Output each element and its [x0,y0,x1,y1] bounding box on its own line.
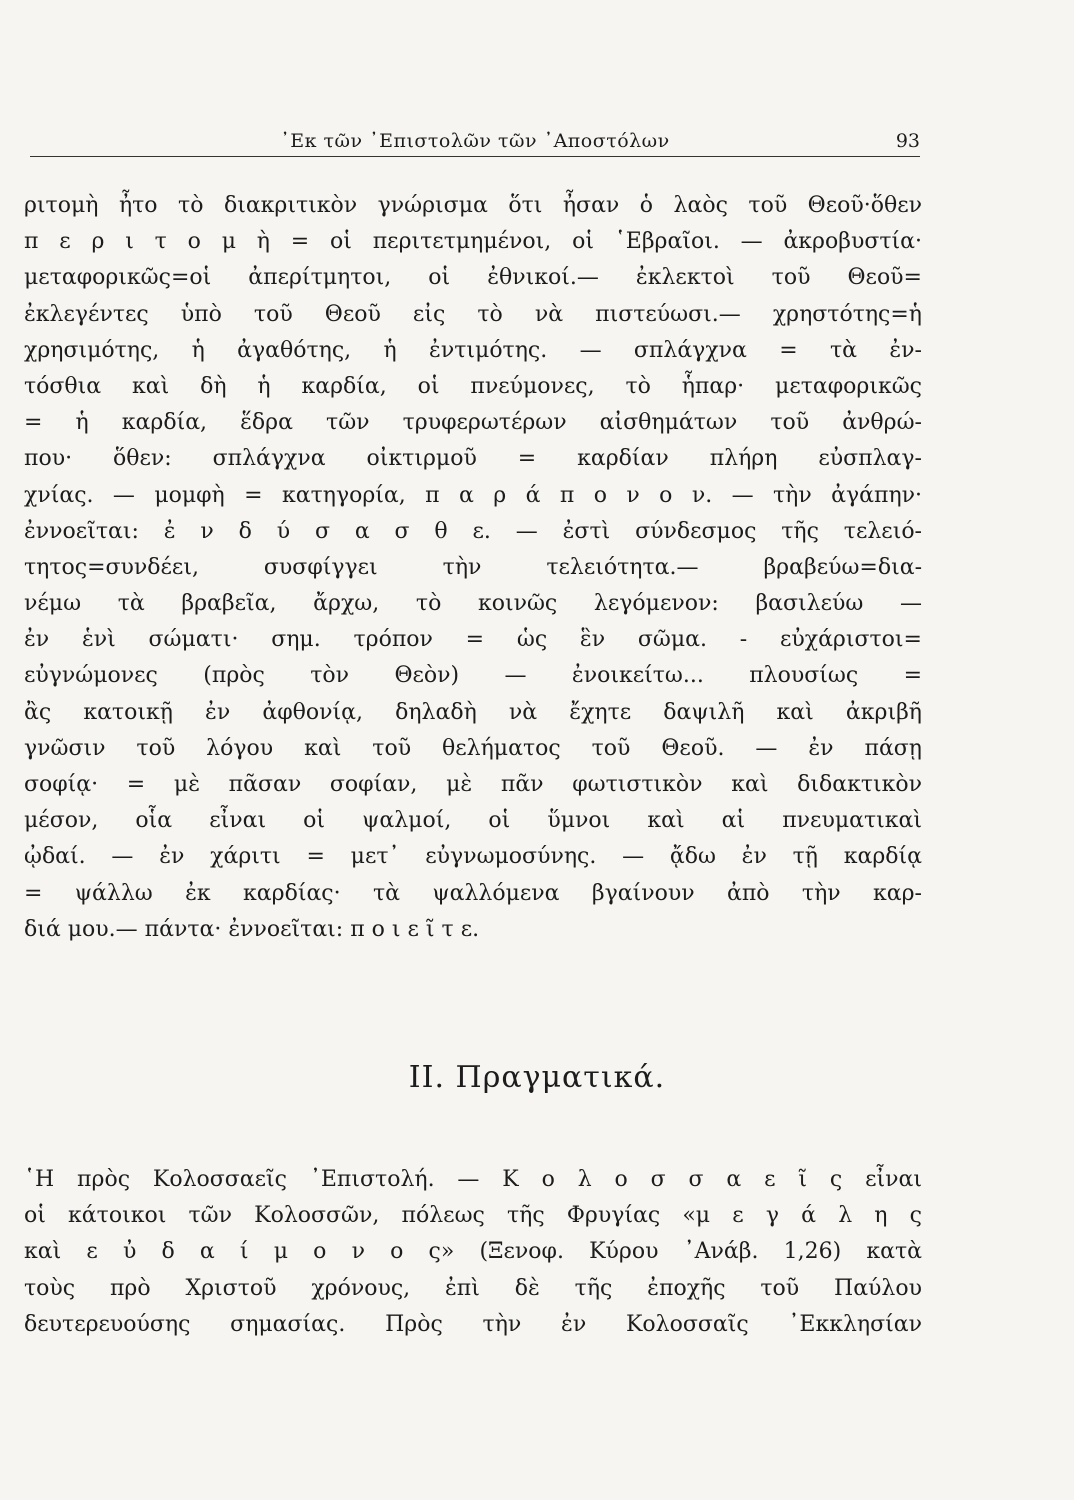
text-line: σοφίᾳ· = μὲ πᾶσαν σοφίαν, μὲ πᾶν φωτιστικὸν καὶ διδακτικὸν [24,772,922,797]
text-line: δευτερευούσης σημασίας. Πρὸς τὴν ἐν Κολοσσαῖς ᾿Εκκλησίαν [24,1311,922,1337]
text-line: τόσθια καὶ δὴ ἡ καρδία, οἱ πνεύμονες, τὸ ἧπαρ· μεταφορικῶς [24,373,922,399]
text-line: ἐκλεγέντες ὑπὸ τοῦ Θεοῦ εἰς τὸ νὰ πιστεύωσι.— χρηστότης=ἡ [24,301,922,327]
text-line: ᾠδαί. — ἐν χάριτι = μετ᾽ εὐγνωμοσύνης. — ᾄδω ἐν τῇ καρδίᾳ [24,844,922,870]
header-title: ᾿Εκ τῶν ᾿Επιστολῶν τῶν ᾿Αποστόλων [280,130,670,152]
text-line: ῾Η πρὸς Κολοσσαεῖς ᾿Επιστολή. — Κ ο λ ο σ σ α ε ῖ ς εἶναι [24,1167,922,1192]
section-heading: II. Πραγματικά. [408,1060,666,1095]
text-line: ριτομὴ ἦτο τὸ διακριτικὸν γνώρισμα ὅτι ἦσαν ὁ λαὸς τοῦ Θεοῦ·ὅθεν [24,193,922,218]
text-line: οἱ κάτοικοι τῶν Κολοσσῶν, πόλεως τῆς Φρυγίας «μ ε γ ά λ η ς [24,1203,922,1229]
section-text [24,1162,922,1343]
text-line: τοὺς πρὸ Χριστοῦ χρόνους, ἐπὶ δὲ τῆς ἐποχῆς τοῦ Παύλου [24,1275,922,1301]
text-line: = ψάλλω ἐκ καρδίας· τὰ ψαλλόμενα βγαίνουν ἀπὸ τὴν καρ- [24,880,922,906]
running-header [30,130,920,157]
text-line: τητος=συνδέει, συσφίγγει τὴν τελειότητα.— βραβεύω=δια- [24,554,922,580]
text-line: εὐγνώμονες (πρὸς τὸν Θεὸν) — ἐνοικείτω... πλουσίως = [24,663,922,689]
text-line: γνῶσιν τοῦ λόγου καὶ τοῦ θελήματος τοῦ Θεοῦ. — ἐν πάσῃ [24,735,922,761]
text-line: που· ὅθεν: σπλάγχνα οἰκτιρμοῦ = καρδίαν πλήρη εὐσπλαγ- [24,446,922,472]
text-line: μέσον, οἷα εἶναι οἱ ψαλμοί, οἱ ὕμνοι καὶ αἱ πνευματικαὶ [24,808,922,834]
text-line: ἐννοεῖται: ἐ ν δ ύ σ α σ θ ε. — ἐστὶ σύνδεσμος τῆς τελειό- [24,518,922,544]
page-number: 93 [895,130,920,152]
text-line: χρησιμότης, ἡ ἀγαθότης, ἡ ἐντιμότης. — σπλάγχνα = τὰ ἐν- [24,337,922,363]
text-line: μεταφορικῶς=οἱ ἀπερίτμητοι, οἱ ἐθνικοί.— ἐκλεκτοὶ τοῦ Θεοῦ= [24,265,922,291]
body-text [24,188,922,948]
text-line: καὶ ε ὐ δ α ί μ ο ν ο ς» (Ξενοφ. Κύρου ᾿Ανάβ. 1,26) κατὰ [24,1239,922,1265]
text-line: χνίας. — μομφὴ = κατηγορία, π α ρ ά π ο ν ο ν. — τὴν ἀγάπην· [24,482,922,508]
text-line: διά μου.— πάντα· ἐννοεῖται: π ο ι ε ῖ τ ε. [24,916,480,942]
text-line: = ἡ καρδία, ἕδρα τῶν τρυφερωτέρων αἰσθημάτων τοῦ ἀνθρώ- [24,410,922,436]
text-line: ἐν ἑνὶ σώματι· σημ. τρόπον = ὡς ἓν σῶμα. - εὐχάριστοι= [24,627,922,653]
text-line: π ε ρ ι τ ο μ ὴ = οἱ περιτετμημένοι, οἱ ῾Εβραῖοι. — ἀκροβυστία· [24,229,922,255]
text-line: νέμω τὰ βραβεῖα, ἄρχω, τὸ κοινῶς λεγόμενον: βασιλεύω — [24,591,922,617]
text-line: ἂς κατοικῇ ἐν ἀφθονίᾳ, δηλαδὴ νὰ ἔχητε δαψιλῆ καὶ ἀκριβῆ [24,699,922,725]
